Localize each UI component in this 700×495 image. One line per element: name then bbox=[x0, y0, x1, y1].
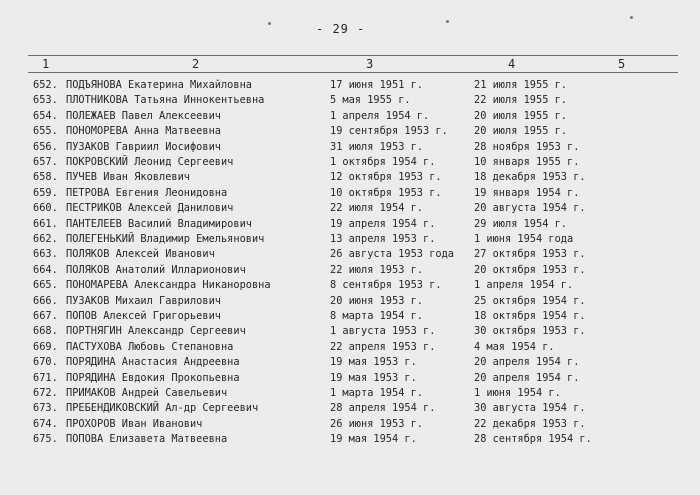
date-end: 20 июля 1955 г. bbox=[474, 125, 567, 138]
person-name: ПОРЯДИНА Евдокия Прокопьевна bbox=[66, 371, 240, 384]
header-col-5: 5 bbox=[618, 57, 626, 71]
table-row bbox=[0, 401, 700, 416]
table-row bbox=[0, 155, 700, 170]
date-end: 30 октября 1953 г. bbox=[474, 325, 586, 338]
speck bbox=[268, 22, 271, 25]
person-name: ПОНОМОРЕВА Анна Матвеевна bbox=[66, 125, 221, 138]
page-number: - 29 - bbox=[316, 22, 366, 36]
header-col-4: 4 bbox=[508, 57, 516, 71]
date-start: 10 октября 1953 г. bbox=[330, 186, 442, 199]
date-start: 31 июля 1953 г. bbox=[330, 140, 423, 153]
date-start: 19 мая 1953 г. bbox=[330, 371, 417, 384]
date-end: 20 апреля 1954 г. bbox=[474, 371, 580, 384]
row-number: 658. bbox=[33, 171, 58, 184]
date-end: 20 июля 1955 г. bbox=[474, 109, 567, 122]
row-number: 656. bbox=[33, 140, 58, 153]
header-col-2: 2 bbox=[192, 57, 200, 71]
table-row bbox=[0, 355, 700, 370]
person-name: ПЕСТРИКОВ Алексей Данилович bbox=[66, 202, 234, 215]
header-bottom-rule bbox=[28, 72, 678, 73]
person-name: ПУЗАКОВ Михаил Гаврилович bbox=[66, 294, 221, 307]
header-col-1: 1 bbox=[42, 57, 50, 71]
date-start: 19 апреля 1954 г. bbox=[330, 217, 436, 230]
date-start: 19 мая 1954 г. bbox=[330, 433, 417, 446]
person-name: ПОПОВ Алексей Григорьевич bbox=[66, 310, 221, 322]
date-start: 8 сентября 1953 г. bbox=[330, 279, 442, 292]
row-number: 664. bbox=[33, 263, 58, 276]
table-row bbox=[0, 201, 700, 216]
person-name: ПОПОВА Елизавета Матвеевна bbox=[66, 433, 228, 446]
date-end: 29 июля 1954 г. bbox=[474, 217, 567, 230]
person-name: ПОЛЕГЕНЬКИЙ Владимир Емельянович bbox=[66, 233, 265, 245]
date-end: 20 октября 1953 г. bbox=[474, 263, 586, 276]
table-row bbox=[0, 386, 700, 401]
row-number: 654. bbox=[33, 109, 58, 122]
date-start: 26 августа 1953 года bbox=[330, 248, 454, 261]
row-number: 663. bbox=[33, 248, 58, 261]
row-number: 666. bbox=[33, 294, 58, 307]
date-start: 20 июня 1953 г. bbox=[330, 294, 423, 307]
person-name: ПАСТУХОВА Любовь Степановна bbox=[66, 340, 234, 353]
person-name: ПОРЯДИНА Анастасия Андреевна bbox=[66, 356, 240, 369]
date-end: 1 апреля 1954 г. bbox=[474, 279, 574, 292]
person-name: ПОКРОВСКИЙ Леонид Сергеевич bbox=[66, 156, 234, 168]
date-start: 1 августа 1953 г. bbox=[330, 325, 436, 338]
date-end: 30 августа 1954 г. bbox=[474, 402, 586, 415]
person-name: ПРОХОРОВ Иван Иванович bbox=[66, 417, 203, 430]
date-start: 28 апреля 1954 г. bbox=[330, 402, 436, 415]
date-start: 12 октября 1953 г. bbox=[330, 171, 442, 184]
header-top-rule bbox=[28, 55, 678, 56]
person-name: ПОЛЕЖАЕВ Павел Алексеевич bbox=[66, 109, 221, 122]
table-row bbox=[0, 309, 700, 324]
header-col-3: 3 bbox=[366, 57, 374, 71]
person-name: ПОЛЯКОВ Анатолий Илларионович bbox=[66, 263, 246, 276]
table-row bbox=[0, 140, 700, 155]
row-number: 671. bbox=[33, 371, 58, 384]
date-start: 22 июля 1954 г. bbox=[330, 202, 423, 215]
row-number: 667. bbox=[33, 310, 58, 322]
person-name: ПУЧЕВ Иван Яковлевич bbox=[66, 171, 190, 184]
speck bbox=[630, 16, 633, 19]
row-number: 655. bbox=[33, 125, 58, 138]
table-row bbox=[0, 247, 700, 262]
date-end: 21 июля 1955 г. bbox=[474, 79, 567, 91]
row-number: 673. bbox=[33, 402, 58, 415]
table-row bbox=[0, 124, 700, 139]
date-start: 1 апреля 1954 г. bbox=[330, 109, 430, 122]
person-name: ПРЕБЕНДИКОВСКИЙ Ал-др Сергеевич bbox=[66, 402, 259, 415]
date-start: 22 июля 1953 г. bbox=[330, 263, 423, 276]
date-end: 18 октября 1954 г. bbox=[474, 310, 586, 322]
date-end: 22 июля 1955 г. bbox=[474, 94, 567, 107]
date-start: 1 марта 1954 г. bbox=[330, 387, 423, 399]
table-row bbox=[0, 263, 700, 278]
date-end: 22 декабря 1953 г. bbox=[474, 417, 586, 430]
table-row bbox=[0, 340, 700, 355]
date-end: 27 октября 1953 г. bbox=[474, 248, 586, 261]
date-end: 20 августа 1954 г. bbox=[474, 202, 586, 215]
table-row bbox=[0, 170, 700, 185]
person-name: ПАНТЕЛЕЕВ Василий Владимирович bbox=[66, 217, 252, 230]
row-number: 660. bbox=[33, 202, 58, 215]
row-number: 652. bbox=[33, 79, 58, 91]
person-name: ПОРТНЯГИН Александр Сергеевич bbox=[66, 325, 246, 338]
person-name: ПЛОТНИКОВА Татьяна Иннокентьевна bbox=[66, 94, 265, 107]
date-start: 19 сентября 1953 г. bbox=[330, 125, 448, 138]
table-row bbox=[0, 93, 700, 108]
table-row bbox=[0, 278, 700, 293]
date-start: 17 июня 1951 г. bbox=[330, 79, 423, 91]
row-number: 662. bbox=[33, 233, 58, 245]
date-end: 28 ноября 1953 г. bbox=[474, 140, 580, 153]
table-row bbox=[0, 186, 700, 201]
table-row bbox=[0, 109, 700, 124]
person-name: ПРИМАКОВ Андрей Савельевич bbox=[66, 387, 228, 399]
date-end: 18 декабря 1953 г. bbox=[474, 171, 586, 184]
table-row bbox=[0, 371, 700, 386]
person-name: ПОДЪЯНОВА Екатерина Михайловна bbox=[66, 79, 252, 91]
row-number: 659. bbox=[33, 186, 58, 199]
table-row bbox=[0, 232, 700, 247]
table-row bbox=[0, 78, 700, 93]
table-row bbox=[0, 417, 700, 432]
date-start: 19 мая 1953 г. bbox=[330, 356, 417, 369]
row-number: 668. bbox=[33, 325, 58, 338]
date-start: 26 июня 1953 г. bbox=[330, 417, 423, 430]
person-name: ПЕТРОВА Евгения Леонидовна bbox=[66, 186, 228, 199]
row-number: 672. bbox=[33, 387, 58, 399]
table-row bbox=[0, 432, 700, 447]
date-start: 5 мая 1955 г. bbox=[330, 94, 411, 107]
table-row bbox=[0, 324, 700, 339]
row-number: 657. bbox=[33, 156, 58, 168]
date-end: 10 января 1955 г. bbox=[474, 156, 580, 168]
row-number: 670. bbox=[33, 356, 58, 369]
table-row bbox=[0, 217, 700, 232]
date-end: 4 мая 1954 г. bbox=[474, 340, 555, 353]
person-name: ПУЗАКОВ Гавриил Иосифович bbox=[66, 140, 221, 153]
date-end: 28 сентября 1954 г. bbox=[474, 433, 592, 446]
date-start: 1 октября 1954 г. bbox=[330, 156, 436, 168]
table-row bbox=[0, 294, 700, 309]
person-name: ПОНОМАРЕВА Александра Никаноровна bbox=[66, 279, 271, 292]
date-start: 13 апреля 1953 г. bbox=[330, 233, 436, 245]
date-start: 22 апреля 1953 г. bbox=[330, 340, 436, 353]
date-end: 25 октября 1954 г. bbox=[474, 294, 586, 307]
row-number: 675. bbox=[33, 433, 58, 446]
row-number: 661. bbox=[33, 217, 58, 230]
date-end: 20 апреля 1954 г. bbox=[474, 356, 580, 369]
row-number: 674. bbox=[33, 417, 58, 430]
date-end: 1 июня 1954 года bbox=[474, 233, 574, 245]
person-name: ПОЛЯКОВ Алексей Иванович bbox=[66, 248, 215, 261]
date-end: 1 июня 1954 г. bbox=[474, 387, 561, 399]
row-number: 653. bbox=[33, 94, 58, 107]
table-header bbox=[28, 57, 678, 71]
speck bbox=[446, 20, 449, 23]
row-number: 665. bbox=[33, 279, 58, 292]
date-end: 19 января 1954 г. bbox=[474, 186, 580, 199]
row-number: 669. bbox=[33, 340, 58, 353]
date-start: 8 марта 1954 г. bbox=[330, 310, 423, 322]
